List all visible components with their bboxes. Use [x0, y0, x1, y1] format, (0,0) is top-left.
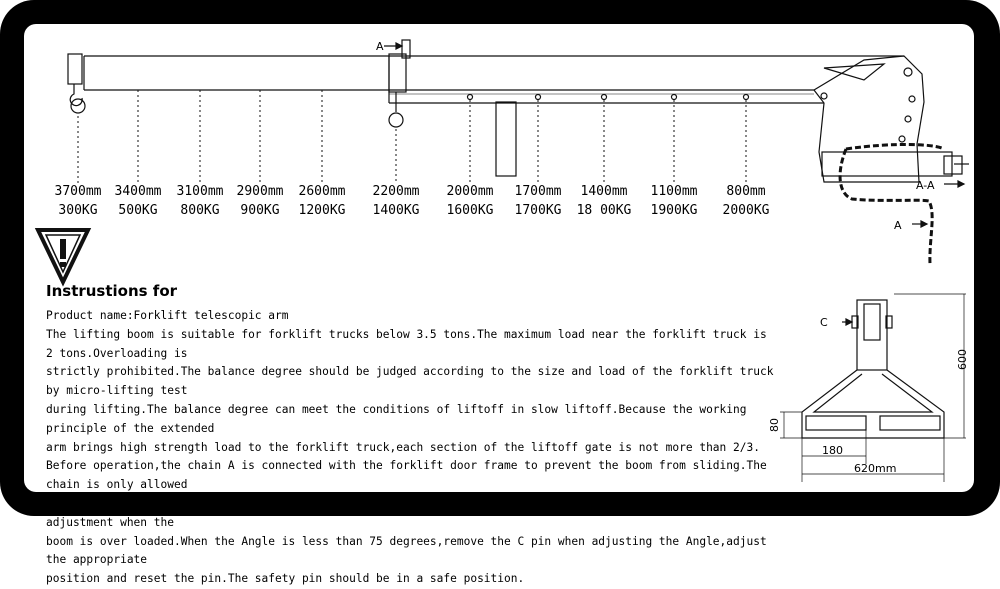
capacity-spec	[634, 182, 714, 220]
instruction-line: to fix the boom and drag it,which may cause danger or damage .The boom can not be telescopic and Angle adjustment when the	[46, 496, 734, 529]
spec-load: 1600KG	[446, 203, 494, 218]
instructions-heading: Instrustions for	[46, 282, 178, 300]
spec-length: 2200mm	[372, 184, 420, 199]
instruction-line: The lifting boom is suitable for forklift trucks below 3.5 tons.The maximum load near the forklift truck is 2 tons.Overloading is	[46, 327, 767, 360]
capacity-spec	[706, 182, 786, 220]
spec-load: 1700KG	[514, 203, 562, 218]
label-aa: A-A	[916, 179, 935, 192]
instruction-line: during lifting.The balance degree can meet the conditions of liftoff in slow liftoff.Because the working principle of the extended	[46, 402, 747, 435]
spec-load: 1900KG	[650, 203, 698, 218]
spec-load: 2000KG	[722, 203, 770, 218]
spec-length: 2600mm	[298, 184, 346, 199]
front-column	[857, 300, 887, 370]
collar	[389, 54, 406, 92]
spec-length: 3100mm	[176, 184, 224, 199]
instruction-line: arm brings high strength load to the forklift truck,each section of the liftoff gate is not more than 2/3.	[46, 440, 760, 454]
instructions-text	[46, 307, 776, 589]
support-post	[496, 102, 516, 176]
instruction-line: Before operation,the chain A is connected with the forklift door frame to prevent the boom from sliding.The chain is only allowed	[46, 459, 767, 492]
spec-load: 300KG	[58, 203, 98, 218]
instruction-line: boom is over loaded.When the Angle is less than 75 degrees,remove the C pin when adjusting the Angle,adjust the appropriate	[46, 534, 767, 567]
label-a-top: A	[376, 40, 384, 53]
label-c: C	[820, 316, 828, 329]
spec-length: 3400mm	[114, 184, 162, 199]
spec-load: 18 00KG	[576, 203, 632, 218]
capacity-spec	[356, 182, 436, 220]
spec-load: 800KG	[180, 203, 220, 218]
tip-bracket	[68, 54, 82, 84]
label-a-side: A	[894, 219, 902, 232]
spec-load: 900KG	[240, 203, 280, 218]
spec-length: 3700mm	[54, 184, 102, 199]
fork-sleeve	[822, 152, 952, 176]
spec-load: 1200KG	[298, 203, 346, 218]
dim-80: 80	[768, 418, 781, 432]
dim-620: 620mm	[854, 462, 897, 475]
spec-length: 1700mm	[514, 184, 562, 199]
dim-600: 600	[956, 349, 969, 370]
spec-load: 1400KG	[372, 203, 420, 218]
spec-length: 1400mm	[580, 184, 628, 199]
capacity-spec	[282, 182, 362, 220]
diagram-panel	[24, 24, 974, 586]
chain-top	[846, 144, 944, 149]
instruction-line: Product name:Forklift telescopic arm	[46, 309, 289, 322]
instruction-line: position and reset the pin.The safety pin should be in a safe position.	[46, 572, 525, 586]
end-bracket	[814, 56, 924, 182]
instruction-line: strictly prohibited.The balance degree should be judged according to the size and load of the forklift truck by micro-lifting test	[46, 365, 774, 398]
spec-load: 500KG	[118, 203, 158, 218]
capacity-spec	[564, 182, 644, 220]
spec-length: 800mm	[726, 184, 766, 199]
spec-length: 1100mm	[650, 184, 698, 199]
dim-180: 180	[822, 444, 843, 457]
hook-middle	[389, 113, 403, 127]
spec-length: 2900mm	[236, 184, 284, 199]
spec-length: 2000mm	[446, 184, 494, 199]
